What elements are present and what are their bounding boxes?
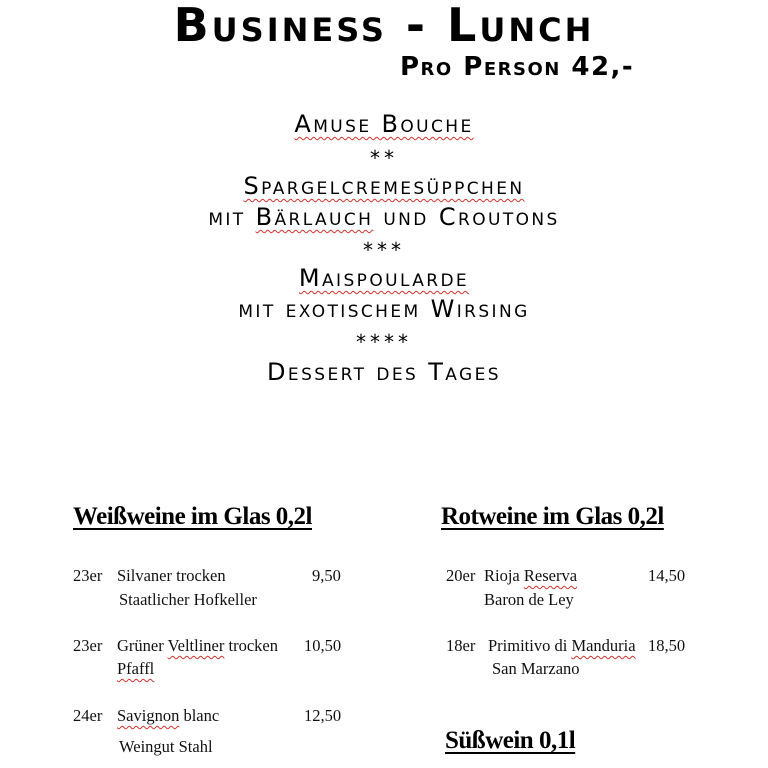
course-separator-3: **** — [356, 330, 412, 354]
course-2-detail-post: und Croutons — [373, 203, 560, 231]
red-wine-1-producer: Baron de Ley — [484, 590, 574, 609]
white-wine-3-name-post: blanc — [179, 706, 220, 725]
course-3-label: Maispoularde — [298, 264, 470, 292]
white-wine-2-name-mark: Veltliner — [167, 636, 225, 655]
white-wine-2-name-pre: Grüner — [117, 636, 168, 655]
white-wine-2-name-post: trocken — [224, 636, 278, 655]
red-wine-1-price: 14,50 — [648, 566, 686, 585]
course-main-detail: mit exotischem Wirsing — [238, 295, 530, 323]
sweet-wine-heading: Süßwein 0,1l — [445, 727, 576, 754]
course-2-detail-word: Bärlauch — [255, 203, 374, 231]
red-wine-2-name — [488, 636, 636, 656]
white-wine-1-price: 9,50 — [312, 566, 341, 585]
white-wine-2-name — [117, 636, 278, 656]
red-wine-1-name — [484, 566, 577, 586]
white-wine-3-price: 12,50 — [304, 706, 342, 725]
red-wine-2-price: 18,50 — [648, 636, 686, 655]
course-2-label: Spargelcremesüppchen — [243, 172, 525, 200]
red-wine-1-name-mark: Reserva — [523, 566, 578, 585]
red-wine-2-year: 18er — [446, 636, 476, 655]
course-separator-1: ** — [370, 146, 398, 170]
white-wine-3-name — [117, 706, 219, 726]
white-wine-2-price: 10,50 — [304, 636, 342, 655]
course-soup — [0, 172, 768, 200]
white-wine-1-name-text: Silvaner trocken — [117, 566, 226, 585]
white-wine-1-producer: Staatlicher Hofkeller — [119, 590, 257, 609]
white-wine-3-year: 24er — [73, 706, 103, 725]
red-wine-2-name-pre: Primitivo di — [488, 636, 572, 655]
course-dessert: Dessert des Tages — [267, 358, 501, 386]
price-per-person: Pro Person 42,- — [400, 52, 635, 82]
red-wine-1-year: 20er — [446, 566, 476, 585]
white-wines-heading: Weißweine im Glas 0,2l — [73, 503, 312, 530]
course-2-detail-pre: mit — [208, 203, 256, 231]
course-1-label: Amuse Bouche — [294, 110, 474, 138]
red-wine-2-producer: San Marzano — [492, 659, 580, 678]
white-wine-2-producer-text: Pfaffl — [117, 659, 155, 678]
course-soup-detail — [0, 203, 768, 231]
course-separator-2: *** — [363, 238, 405, 262]
course-main — [0, 264, 768, 292]
page-title: Business - Lunch — [173, 0, 595, 52]
red-wine-1-name-pre: Rioja — [484, 566, 524, 585]
red-wines-heading: Rotweine im Glas 0,2l — [441, 503, 664, 530]
white-wine-1-year: 23er — [73, 566, 103, 585]
white-wine-2-producer — [117, 659, 154, 679]
course-amuse-bouche — [0, 110, 768, 138]
white-wine-3-name-mark: Savignon — [117, 706, 180, 725]
white-wine-1-name — [117, 566, 226, 586]
red-wine-2-name-mark: Manduria — [571, 636, 636, 655]
white-wine-2-year: 23er — [73, 636, 103, 655]
white-wine-3-producer: Weingut Stahl — [119, 737, 213, 756]
